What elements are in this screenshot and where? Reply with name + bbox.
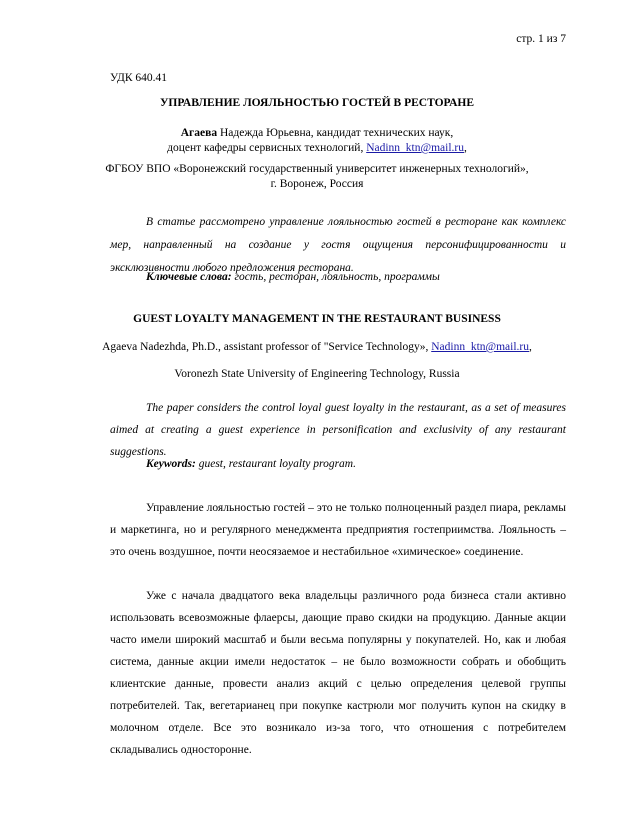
- title-ru: УПРАВЛЕНИЕ ЛОЯЛЬНОСТЬЮ ГОСТЕЙ В РЕСТОРАНЕ: [159, 97, 475, 109]
- keywords-ru: [146, 271, 440, 283]
- keywords-text-en: guest, restaurant loyalty program.: [195, 458, 356, 470]
- email-suffix-ru: ,: [464, 142, 467, 154]
- email-suffix-en: ,: [529, 341, 532, 353]
- organization-en: Voronezh State University of Engineering Technology, Russia: [174, 368, 460, 380]
- org-line2-ru: г. Воронеж, Россия: [270, 178, 364, 190]
- organization-ru: [80, 162, 554, 192]
- title-en: GUEST LOYALTY MANAGEMENT IN THE RESTAURANT BUSINESS: [133, 313, 501, 325]
- keywords-text-ru: гость, ресторан, лояльность, программы: [231, 271, 440, 283]
- abstract-en: The paper considers the control loyal guest loyalty in the restaurant, as a set of measures aimed at creating a guest experience in personification and exclusivity of any restaurant suggestions.: [110, 402, 566, 458]
- author-ru: [80, 126, 554, 156]
- body-paragraph-1: Управление лояльностью гостей – это не только полноценный раздел пиара, рекламы и маркетинга, но и регулярного менеджмента предприятия гостеприимства. Лояльность – это очень воздушное, почти неосязаемое и нестабильное «химическое» соединение.: [110, 502, 566, 558]
- org-line1-ru: ФГБОУ ВПО «Воронежский государственный университет инженерных технологий»,: [105, 163, 529, 175]
- keywords-label-en: Keywords:: [146, 458, 196, 470]
- author-credentials-ru: Надежда Юрьевна, кандидат технических наук,: [217, 127, 454, 139]
- page-number: стр. 1 из 7: [516, 33, 566, 45]
- body-paragraph-2: Уже с начала двадцатого века владельцы различного рода бизнеса стали активно использовать всевозможные флаерсы, дающие право скидки на продукцию. Данные акции часто имели широкий масштаб и были весьма популярны у покупателей. Но, как и любая система, данные акции имели недостаток – не было возможности собрать и обобщить клиентские данные, провести анализ акций с целью определения целевой группы потребителей. Так, вегетарианец при покупке кастрюли мог получить купон на скидку в молочном отделе. Все это возникало из-за того, что отношения с потребителем складывались односторонне.: [110, 590, 566, 756]
- author-name-ru: Агаева: [180, 127, 218, 139]
- email-link-en[interactable]: Nadinn_ktn@mail.ru: [431, 341, 530, 353]
- author-position-ru: доцент кафедры сервисных технологий,: [167, 142, 367, 154]
- email-link-ru[interactable]: Nadinn_ktn@mail.ru: [366, 142, 464, 154]
- keywords-en: [146, 458, 356, 470]
- author-line-en: Agaeva Nadezhda, Ph.D., assistant professor of "Service Technology»,: [102, 341, 432, 353]
- abstract-ru: В статье рассмотрено управление лояльностью гостей в ресторане как комплекс мер, направленный на создание у гостя ощущения персонифицированности и эксклюзивности любого предложения ресторана.: [110, 216, 566, 274]
- author-en: [80, 340, 554, 355]
- keywords-label-ru: Ключевые слова:: [146, 271, 232, 283]
- udk-code: УДК 640.41: [110, 72, 167, 84]
